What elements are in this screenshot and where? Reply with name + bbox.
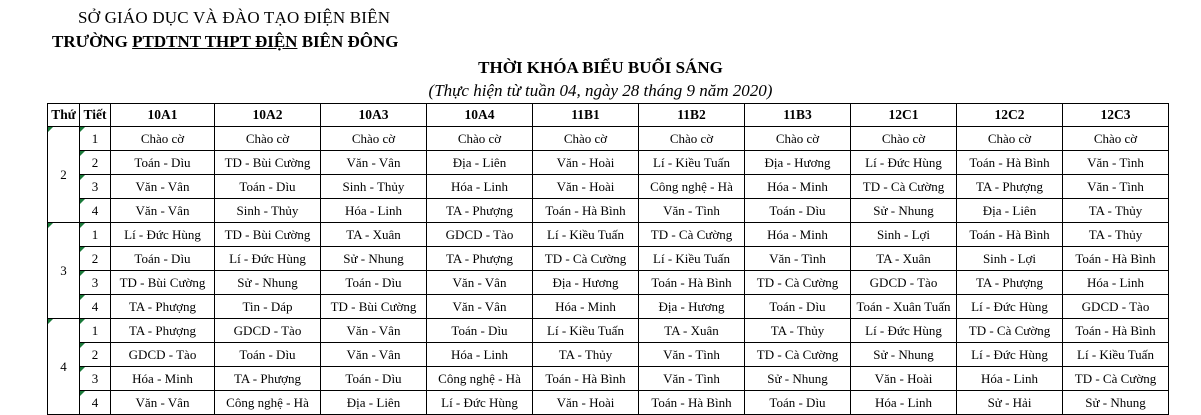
subject-teacher-cell: Sử - Nhung bbox=[321, 247, 427, 271]
subject-teacher-cell: Địa - Liên bbox=[427, 151, 533, 175]
subject-teacher-cell: Văn - Tình bbox=[639, 343, 745, 367]
subject-teacher-cell: Hóa - Minh bbox=[745, 223, 851, 247]
subject-teacher-cell: TD - Cà Cường bbox=[957, 319, 1063, 343]
subject-teacher-cell: TD - Cà Cường bbox=[851, 175, 957, 199]
table-row bbox=[48, 199, 1169, 223]
subject-teacher-cell: Toán - Hà Bình bbox=[533, 199, 639, 223]
subject-teacher-cell: TA - Xuân bbox=[321, 223, 427, 247]
cell-comment-marker-icon bbox=[48, 127, 53, 132]
table-row bbox=[48, 343, 1169, 367]
subject-teacher-cell: Hóa - Linh bbox=[851, 391, 957, 415]
period-cell bbox=[80, 175, 111, 199]
subject-teacher-cell: Toán - Hà Bình bbox=[639, 391, 745, 415]
subject-teacher-cell: Địa - Liên bbox=[321, 391, 427, 415]
subject-teacher-cell: Chào cờ bbox=[427, 127, 533, 151]
subject-teacher-cell: Hóa - Minh bbox=[111, 367, 215, 391]
subject-teacher-cell: Địa - Hương bbox=[639, 295, 745, 319]
subject-teacher-cell: Chào cờ bbox=[1063, 127, 1169, 151]
subject-teacher-cell: Địa - Hương bbox=[533, 271, 639, 295]
table-row bbox=[48, 151, 1169, 175]
subject-teacher-cell: Lí - Đức Hùng bbox=[851, 319, 957, 343]
subject-teacher-cell: Hóa - Linh bbox=[1063, 271, 1169, 295]
subject-teacher-cell: Sử - Nhung bbox=[215, 271, 321, 295]
subject-teacher-cell: Toán - Dìu bbox=[745, 295, 851, 319]
period-label: 2 bbox=[91, 154, 99, 170]
subject-teacher-cell: Toán - Hà Bình bbox=[533, 367, 639, 391]
subject-teacher-cell: TD - Bùi Cường bbox=[215, 151, 321, 175]
col-header-class: 12C2 bbox=[957, 104, 1063, 127]
subject-teacher-cell: Văn - Vân bbox=[427, 295, 533, 319]
cell-comment-marker-icon bbox=[80, 151, 85, 156]
subject-teacher-cell: Toán - Xuân Tuấn bbox=[851, 295, 957, 319]
subject-teacher-cell: Toán - Hà Bình bbox=[957, 151, 1063, 175]
subject-teacher-cell: Công nghệ - Hà bbox=[427, 367, 533, 391]
subject-teacher-cell: Lí - Kiều Tuấn bbox=[1063, 343, 1169, 367]
subject-teacher-cell: TA - Phượng bbox=[427, 247, 533, 271]
subject-teacher-cell: Toán - Dìu bbox=[111, 151, 215, 175]
subject-teacher-cell: Chào cờ bbox=[957, 127, 1063, 151]
subject-teacher-cell: Lí - Kiều Tuấn bbox=[533, 319, 639, 343]
subject-teacher-cell: Sử - Nhung bbox=[851, 199, 957, 223]
subject-teacher-cell: Toán - Dìu bbox=[215, 343, 321, 367]
cell-comment-marker-icon bbox=[80, 343, 85, 348]
subject-teacher-cell: Văn - Vân bbox=[111, 199, 215, 223]
period-label: 1 bbox=[91, 226, 99, 242]
timetable-subtitle: (Thực hiện từ tuần 04, ngày 28 tháng 9 năm 2020) bbox=[428, 81, 773, 100]
period-cell bbox=[80, 367, 111, 391]
subject-teacher-cell: Văn - Hoài bbox=[533, 151, 639, 175]
period-cell bbox=[80, 319, 111, 343]
subject-teacher-cell: Toán - Dìu bbox=[321, 367, 427, 391]
subject-teacher-cell: Toán - Dìu bbox=[745, 199, 851, 223]
subject-teacher-cell: Văn - Hoài bbox=[851, 367, 957, 391]
period-label: 4 bbox=[91, 298, 99, 314]
subject-teacher-cell: Sinh - Lợi bbox=[851, 223, 957, 247]
subject-teacher-cell: Văn - Vân bbox=[321, 343, 427, 367]
period-cell bbox=[80, 343, 111, 367]
subject-teacher-cell: Chào cờ bbox=[851, 127, 957, 151]
period-label: 1 bbox=[91, 322, 99, 338]
subject-teacher-cell: Văn - Vân bbox=[111, 391, 215, 415]
cell-comment-marker-icon bbox=[80, 367, 85, 372]
subject-teacher-cell: TD - Bùi Cường bbox=[215, 223, 321, 247]
subject-teacher-cell: Địa - Liên bbox=[957, 199, 1063, 223]
table-row bbox=[48, 367, 1169, 391]
timetable-title: THỜI KHÓA BIỂU BUỔI SÁNG bbox=[478, 58, 723, 77]
period-label: 3 bbox=[91, 178, 99, 194]
subject-teacher-cell: TD - Cà Cường bbox=[533, 247, 639, 271]
col-header-class: 12C1 bbox=[851, 104, 957, 127]
school-name-suffix: BIÊN ĐÔNG bbox=[297, 32, 399, 51]
table-row bbox=[48, 175, 1169, 199]
cell-comment-marker-icon bbox=[48, 319, 53, 324]
col-header-day: Thứ bbox=[48, 104, 80, 127]
subject-teacher-cell: Chào cờ bbox=[533, 127, 639, 151]
cell-comment-marker-icon bbox=[80, 199, 85, 204]
period-cell bbox=[80, 151, 111, 175]
subject-teacher-cell: Toán - Hà Bình bbox=[639, 271, 745, 295]
col-header-class: 11B2 bbox=[639, 104, 745, 127]
subject-teacher-cell: Văn - Vân bbox=[111, 175, 215, 199]
subject-teacher-cell: Lí - Đức Hùng bbox=[427, 391, 533, 415]
subject-teacher-cell: Toán - Hà Bình bbox=[957, 223, 1063, 247]
subject-teacher-cell: Công nghệ - Hà bbox=[639, 175, 745, 199]
subject-teacher-cell: Toán - Hà Bình bbox=[1063, 247, 1169, 271]
day-label: 2 bbox=[60, 166, 67, 182]
table-row bbox=[48, 295, 1169, 319]
period-label: 2 bbox=[91, 250, 99, 266]
subject-teacher-cell: Toán - Hà Bình bbox=[1063, 319, 1169, 343]
header-row bbox=[48, 104, 1169, 127]
subject-teacher-cell: Văn - Tình bbox=[1063, 151, 1169, 175]
period-cell bbox=[80, 127, 111, 151]
col-header-class: 10A3 bbox=[321, 104, 427, 127]
subject-teacher-cell: Lí - Đức Hùng bbox=[851, 151, 957, 175]
subject-teacher-cell: TD - Bùi Cường bbox=[111, 271, 215, 295]
subject-teacher-cell: TA - Phượng bbox=[957, 271, 1063, 295]
period-cell bbox=[80, 247, 111, 271]
subject-teacher-cell: Sinh - Thủy bbox=[321, 175, 427, 199]
subject-teacher-cell: Văn - Tình bbox=[1063, 175, 1169, 199]
subject-teacher-cell: Hóa - Minh bbox=[745, 175, 851, 199]
subject-teacher-cell: Tin - Dáp bbox=[215, 295, 321, 319]
subject-teacher-cell: TD - Cà Cường bbox=[745, 271, 851, 295]
cell-comment-marker-icon bbox=[80, 127, 85, 132]
subject-teacher-cell: Văn - Vân bbox=[427, 271, 533, 295]
col-header-class: 12C3 bbox=[1063, 104, 1169, 127]
subject-teacher-cell: Sử - Nhung bbox=[745, 367, 851, 391]
col-header-class: 11B3 bbox=[745, 104, 851, 127]
subject-teacher-cell: Sử - Nhung bbox=[851, 343, 957, 367]
subject-teacher-cell: Văn - Tình bbox=[745, 247, 851, 271]
period-label: 4 bbox=[91, 394, 99, 410]
cell-comment-marker-icon bbox=[80, 271, 85, 276]
subject-teacher-cell: Văn - Vân bbox=[321, 151, 427, 175]
table-row bbox=[48, 223, 1169, 247]
subject-teacher-cell: Sinh - Lợi bbox=[957, 247, 1063, 271]
subject-teacher-cell: TD - Cà Cường bbox=[1063, 367, 1169, 391]
subject-teacher-cell: Toán - Dìu bbox=[745, 391, 851, 415]
subject-teacher-cell: Văn - Hoài bbox=[533, 391, 639, 415]
subject-teacher-cell: Chào cờ bbox=[321, 127, 427, 151]
period-label: 4 bbox=[91, 202, 99, 218]
day-cell bbox=[48, 223, 80, 319]
subject-teacher-cell: Chào cờ bbox=[639, 127, 745, 151]
subject-teacher-cell: TA - Phượng bbox=[427, 199, 533, 223]
subject-teacher-cell: Lí - Đức Hùng bbox=[957, 295, 1063, 319]
subject-teacher-cell: Lí - Đức Hùng bbox=[111, 223, 215, 247]
cell-comment-marker-icon bbox=[80, 175, 85, 180]
cell-comment-marker-icon bbox=[80, 319, 85, 324]
cell-comment-marker-icon bbox=[80, 295, 85, 300]
subject-teacher-cell: TA - Phượng bbox=[111, 295, 215, 319]
subject-teacher-cell: TA - Phượng bbox=[215, 367, 321, 391]
subject-teacher-cell: TA - Phượng bbox=[957, 175, 1063, 199]
subject-teacher-cell: Hóa - Linh bbox=[321, 199, 427, 223]
col-header-class: 10A4 bbox=[427, 104, 533, 127]
subject-teacher-cell: Lí - Kiều Tuấn bbox=[533, 223, 639, 247]
subject-teacher-cell: GDCD - Tào bbox=[427, 223, 533, 247]
school-name bbox=[52, 32, 399, 52]
department-name: SỞ GIÁO DỤC VÀ ĐÀO TẠO ĐIỆN BIÊN bbox=[78, 8, 391, 27]
timetable bbox=[47, 103, 1169, 415]
subject-teacher-cell: Toán - Dìu bbox=[427, 319, 533, 343]
cell-comment-marker-icon bbox=[80, 247, 85, 252]
subject-teacher-cell: TD - Cà Cường bbox=[639, 223, 745, 247]
table-row bbox=[48, 271, 1169, 295]
subject-teacher-cell: Chào cờ bbox=[111, 127, 215, 151]
cell-comment-marker-icon bbox=[48, 223, 53, 228]
subject-teacher-cell: Toán - Dìu bbox=[111, 247, 215, 271]
subject-teacher-cell: Văn - Tình bbox=[639, 367, 745, 391]
subject-teacher-cell: GDCD - Tào bbox=[215, 319, 321, 343]
day-label: 3 bbox=[60, 262, 67, 278]
subject-teacher-cell: TA - Thủy bbox=[745, 319, 851, 343]
subject-teacher-cell: TD - Cà Cường bbox=[745, 343, 851, 367]
subject-teacher-cell: Toán - Dìu bbox=[321, 271, 427, 295]
table-row bbox=[48, 247, 1169, 271]
subject-teacher-cell: Sử - Nhung bbox=[1063, 391, 1169, 415]
day-label: 4 bbox=[60, 358, 67, 374]
day-cell bbox=[48, 319, 80, 415]
subject-teacher-cell: Lí - Đức Hùng bbox=[215, 247, 321, 271]
cell-comment-marker-icon bbox=[80, 223, 85, 228]
period-cell bbox=[80, 199, 111, 223]
subject-teacher-cell: Sử - Hải bbox=[957, 391, 1063, 415]
subject-teacher-cell: TA - Thủy bbox=[533, 343, 639, 367]
subject-teacher-cell: GDCD - Tào bbox=[851, 271, 957, 295]
subject-teacher-cell: TA - Phượng bbox=[111, 319, 215, 343]
period-cell bbox=[80, 271, 111, 295]
col-header-period: Tiết bbox=[80, 104, 111, 127]
period-cell bbox=[80, 223, 111, 247]
subject-teacher-cell: Chào cờ bbox=[745, 127, 851, 151]
subject-teacher-cell: Lí - Kiều Tuấn bbox=[639, 151, 745, 175]
period-label: 1 bbox=[91, 130, 99, 146]
subject-teacher-cell: TA - Xuân bbox=[851, 247, 957, 271]
subject-teacher-cell: Toán - Dìu bbox=[215, 175, 321, 199]
subject-teacher-cell: Công nghệ - Hà bbox=[215, 391, 321, 415]
school-name-underlined: PTDTNT THPT ĐIỆN bbox=[132, 32, 298, 51]
day-cell bbox=[48, 127, 80, 223]
subject-teacher-cell: Hóa - Linh bbox=[957, 367, 1063, 391]
subject-teacher-cell: Địa - Hương bbox=[745, 151, 851, 175]
period-label: 3 bbox=[91, 370, 99, 386]
subject-teacher-cell: GDCD - Tào bbox=[111, 343, 215, 367]
subject-teacher-cell: Lí - Kiều Tuấn bbox=[639, 247, 745, 271]
school-name-prefix: TRƯỜNG bbox=[52, 32, 133, 51]
col-header-class: 10A1 bbox=[111, 104, 215, 127]
subject-teacher-cell: Chào cờ bbox=[215, 127, 321, 151]
subject-teacher-cell: GDCD - Tào bbox=[1063, 295, 1169, 319]
subject-teacher-cell: TA - Xuân bbox=[639, 319, 745, 343]
subject-teacher-cell: TA - Thủy bbox=[1063, 223, 1169, 247]
table-row bbox=[48, 319, 1169, 343]
col-header-class: 10A2 bbox=[215, 104, 321, 127]
period-cell bbox=[80, 295, 111, 319]
subject-teacher-cell: Văn - Hoài bbox=[533, 175, 639, 199]
col-header-class: 11B1 bbox=[533, 104, 639, 127]
subject-teacher-cell: Văn - Vân bbox=[321, 319, 427, 343]
subject-teacher-cell: TD - Bùi Cường bbox=[321, 295, 427, 319]
subject-teacher-cell: TA - Thủy bbox=[1063, 199, 1169, 223]
cell-comment-marker-icon bbox=[80, 391, 85, 396]
subject-teacher-cell: Hóa - Linh bbox=[427, 343, 533, 367]
period-label: 2 bbox=[91, 346, 99, 362]
table-row bbox=[48, 127, 1169, 151]
subject-teacher-cell: Lí - Đức Hùng bbox=[957, 343, 1063, 367]
subject-teacher-cell: Hóa - Minh bbox=[533, 295, 639, 319]
subject-teacher-cell: Sinh - Thủy bbox=[215, 199, 321, 223]
subject-teacher-cell: Hóa - Linh bbox=[427, 175, 533, 199]
subject-teacher-cell: Văn - Tình bbox=[639, 199, 745, 223]
period-label: 3 bbox=[91, 274, 99, 290]
